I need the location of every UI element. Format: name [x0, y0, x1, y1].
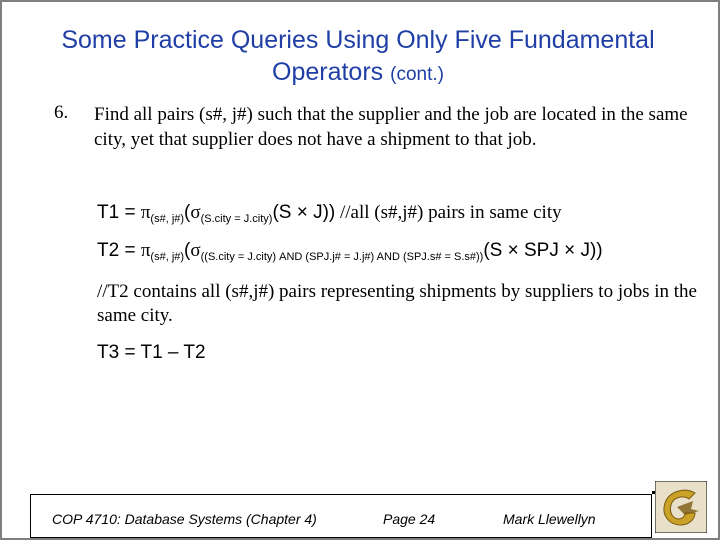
title-main: Some Practice Queries Using Only Five Fundamental Operators — [61, 26, 655, 86]
t1-sigma-sub: (S.city = J.city) — [200, 213, 273, 225]
university-logo-icon — [655, 481, 707, 533]
footer-author: Mark Llewellyn — [503, 511, 596, 527]
footer-course: COP 4710: Database Systems (Chapter 4) — [52, 511, 317, 527]
formula-t1 — [97, 202, 562, 225]
t1-lhs: T1 = — [97, 202, 141, 223]
t2-open: ( — [184, 240, 191, 261]
t2-comment: //T2 contains all (s#,j#) pairs representing shipments by suppliers to jobs in the same city. — [97, 281, 697, 326]
footer-page: Page 24 — [383, 511, 436, 527]
item-number: 6. — [54, 102, 69, 123]
t1-body: (S × J)) — [272, 202, 336, 223]
t1-open: ( — [184, 202, 191, 223]
footer-bar — [30, 494, 652, 538]
slide-title — [40, 24, 676, 91]
t2-lhs: T2 = — [97, 240, 141, 261]
t2-pi: π — [140, 240, 151, 261]
t2-sigma-sub: ((S.city = J.city) AND (SPJ.j# = J.j#) AND (SPJ.s# = S.s#)) — [200, 251, 484, 263]
formula-t3: T3 = T1 – T2 — [97, 342, 206, 363]
t1-sigma: σ — [190, 202, 201, 223]
t2-pi-sub: (s#, j#) — [150, 251, 185, 263]
t1-pi-sub: (s#, j#) — [150, 213, 185, 225]
item-text: Find all pairs (s#, j#) such that the supplier and the job are located in the same city, yet that supplier does not have a shipment to that job. — [94, 104, 688, 150]
t1-pi: π — [140, 202, 151, 223]
t1-comment: //all (s#,j#) pairs in same city — [335, 202, 562, 223]
t2-sigma: σ — [190, 240, 201, 261]
formula-t2 — [97, 240, 603, 263]
t2-body: (S × SPJ × J)) — [483, 240, 603, 261]
title-suffix: (cont.) — [390, 64, 444, 85]
